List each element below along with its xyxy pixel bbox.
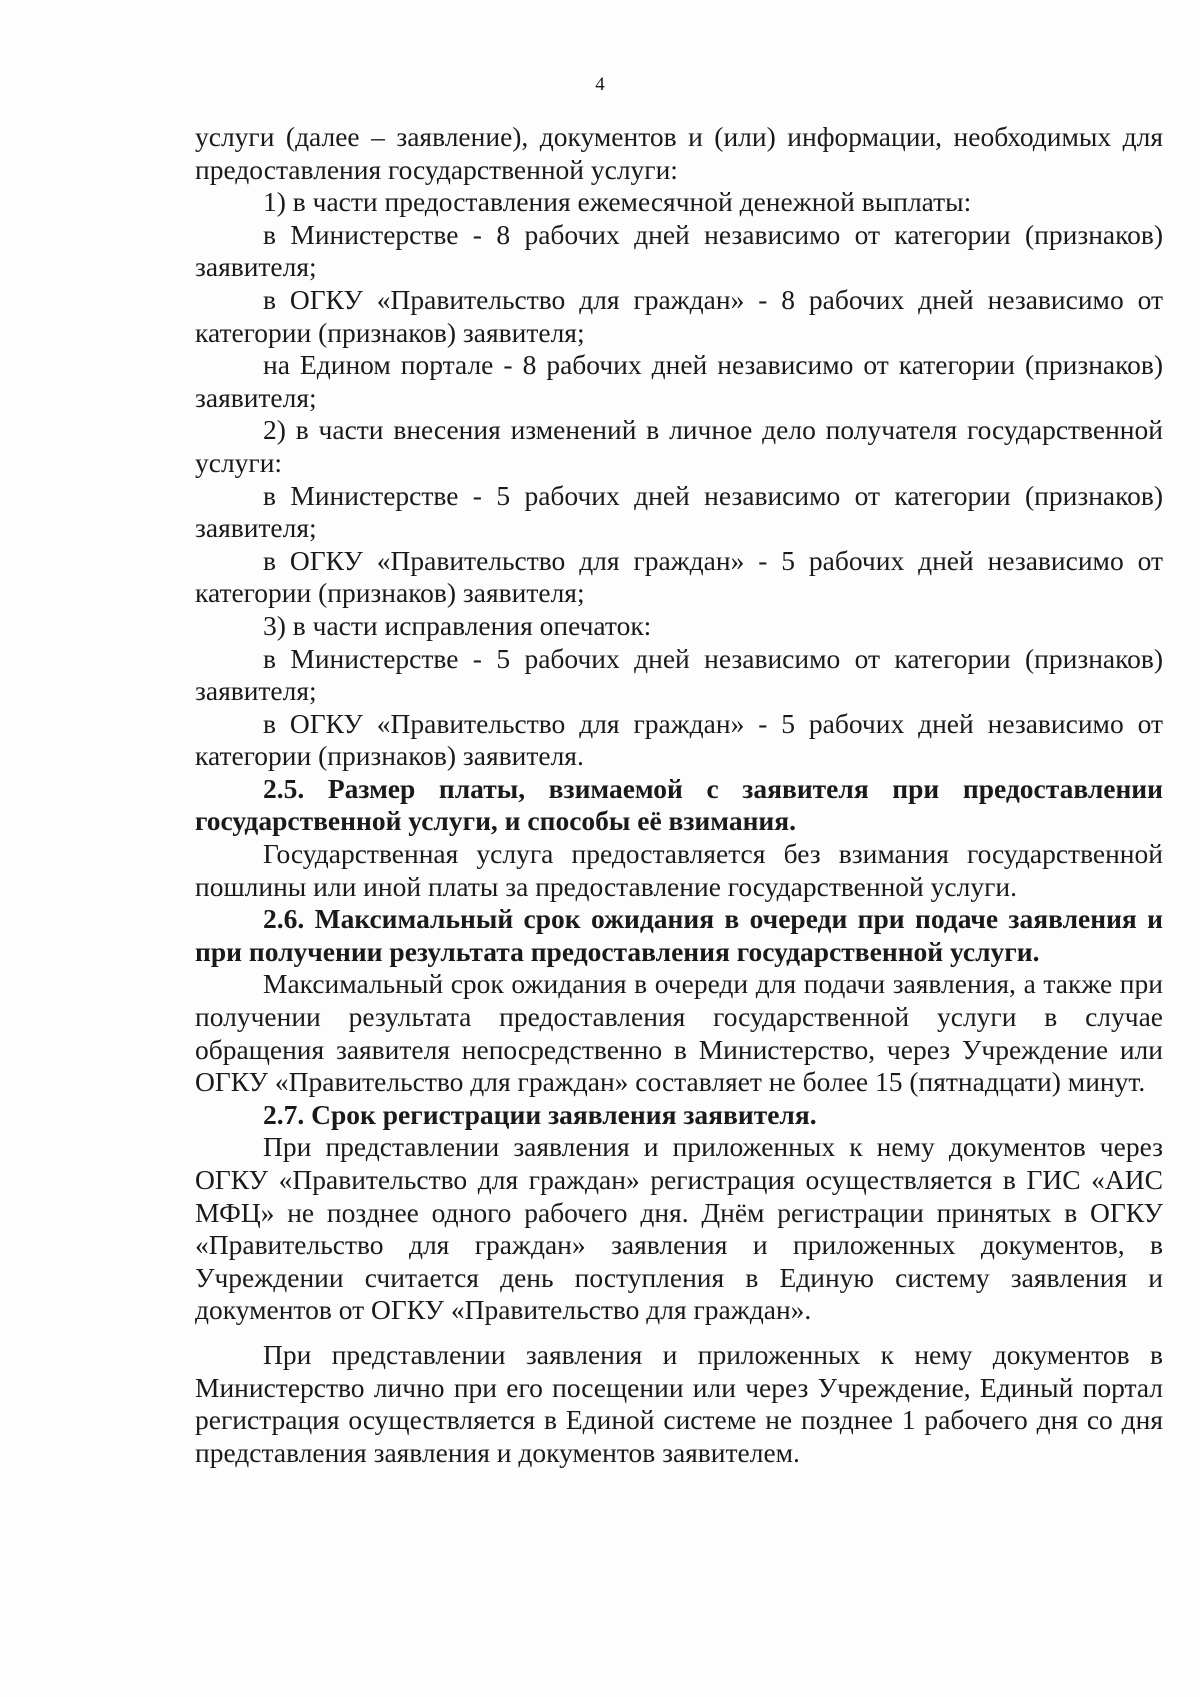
paragraph: в ОГКУ «Правительство для граждан» - 5 рабочих дней независимо от категории (признаков) заявителя. — [195, 707, 1163, 772]
page-number: 4 — [595, 74, 605, 95]
paragraph: Максимальный срок ожидания в очереди для подачи заявления, а также при получении результата предоставления государственной услуги в случае обращения заявителя непосредственно в Министерство, через Учреждение или ОГКУ «Правительство для граждан» составляет не более 15 (пятнадцати) минут. — [195, 968, 1163, 1098]
paragraph: в ОГКУ «Правительство для граждан» - 8 рабочих дней независимо от категории (признаков) заявителя; — [195, 283, 1163, 348]
document-body — [195, 121, 1163, 1469]
paragraph: в ОГКУ «Правительство для граждан» - 5 рабочих дней независимо от категории (признаков) заявителя; — [195, 544, 1163, 609]
paragraph: При представлении заявления и приложенных к нему документов в Министерство лично при его посещении или через Учреждение, Единый портал регистрация осуществляется в Единой системе не позднее 1 рабочего дня со дня представления заявления и документов заявителем. — [195, 1338, 1163, 1468]
section-heading: 2.6. Максимальный срок ожидания в очереди при подаче заявления и при получении результата предоставления государственной услуги. — [195, 903, 1163, 967]
section-heading: 2.5. Размер платы, взимаемой с заявителя при предоставлении государственной услуги, и способы её взимания. — [195, 772, 1163, 837]
list-item: 1) в части предоставления ежемесячной денежной выплаты: — [263, 186, 972, 218]
paragraph: При представлении заявления и приложенных к нему документов через ОГКУ «Правительство для граждан» регистрация осуществляется в ГИС «АИС МФЦ» не позднее одного рабочего дня. Днём регистрации принятых в ОГКУ «Правительство для граждан» заявления и приложенных документов, в Учреждении считается день поступления в Единую систему заявления и документов от ОГКУ «Правительство для граждан». — [195, 1131, 1163, 1326]
paragraph: в Министерстве - 8 рабочих дней независимо от категории (признаков) заявителя; — [195, 218, 1163, 283]
paragraph: в Министерстве - 5 рабочих дней независимо от категории (признаков) заявителя; — [195, 642, 1163, 707]
list-item: 3) в части исправления опечаток: — [263, 609, 652, 641]
paragraph: услуги (далее – заявление), документов и (или) информации, необходимых для предоставления государственной услуги: — [195, 121, 1163, 185]
section-heading: 2.7. Срок регистрации заявления заявителя. — [263, 1098, 817, 1130]
paragraph: на Едином портале - 8 рабочих дней независимо от категории (признаков) заявителя; — [195, 349, 1163, 413]
paragraph: в Министерстве - 5 рабочих дней независимо от категории (признаков) заявителя; — [195, 479, 1163, 544]
list-item: 2) в части внесения изменений в личное дело получателя государственной услуги: — [195, 414, 1163, 478]
paragraph: Государственная услуга предоставляется без взимания государственной пошлины или иной платы за предоставление государственной услуги. — [195, 838, 1163, 902]
